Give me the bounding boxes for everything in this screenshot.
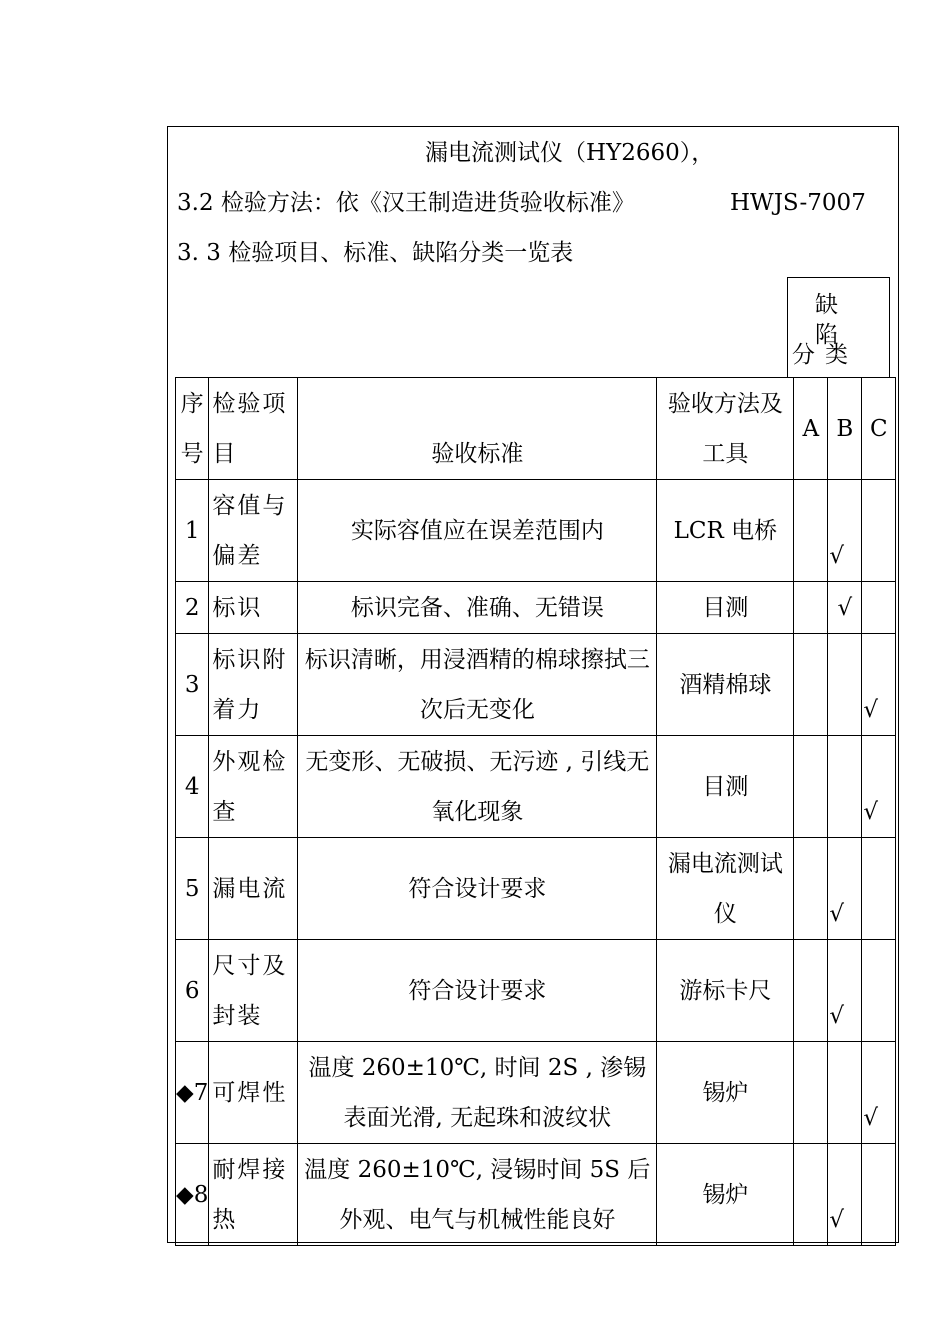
row-item: 外观检查	[209, 736, 298, 838]
row-defect-c	[862, 940, 896, 1042]
header-method: 验收方法及工具	[657, 378, 794, 480]
row-defect-b	[828, 1144, 862, 1246]
check-mark: √	[863, 1104, 878, 1131]
header-a: A	[794, 378, 828, 480]
check-mark: √	[829, 1206, 844, 1233]
row-item: 可焊性	[209, 1042, 298, 1144]
row-method: 酒精棉球	[657, 634, 794, 736]
row-defect-a	[794, 940, 828, 1042]
table-row	[176, 480, 896, 582]
check-mark: √	[829, 542, 844, 569]
table-header-row	[176, 378, 896, 480]
inspection-method-text: 3.2 检验方法：依《汉王制造进货验收标准》	[177, 190, 635, 216]
row-method: 目测	[657, 582, 794, 634]
row-seq: 6	[176, 940, 209, 1042]
check-mark: √	[863, 696, 878, 723]
row-defect-b	[828, 1042, 862, 1144]
row-standard: 标识完备、准确、无错误	[298, 582, 657, 634]
header-seq: 序号	[176, 378, 209, 480]
row-seq: 3	[176, 634, 209, 736]
row-standard: 标识清晰，用浸酒精的棉球擦拭三次后无变化	[298, 634, 657, 736]
row-item: 标识	[209, 582, 298, 634]
header-standard	[298, 378, 657, 480]
row-defect-a	[794, 582, 828, 634]
defect-class-header-1: 缺陷	[815, 292, 860, 348]
defect-class-header-2: 分类	[792, 342, 858, 368]
row-defect-c	[862, 736, 896, 838]
row-defect-a	[794, 1144, 828, 1246]
check-mark: √	[829, 1002, 844, 1029]
row-defect-c	[862, 838, 896, 940]
inspection-table	[175, 377, 896, 1246]
row-defect-a	[794, 736, 828, 838]
row-method: 目测	[657, 736, 794, 838]
table-row	[176, 582, 896, 634]
row-defect-c	[862, 582, 896, 634]
table-title: 3. 3 检验项目、标准、缺陷分类一览表	[177, 240, 574, 266]
instrument-line: 漏电流测试仪（HY2660），	[425, 140, 715, 166]
row-item: 标识附着力	[209, 634, 298, 736]
table-row	[176, 1042, 896, 1144]
row-seq: ◆7	[176, 1042, 209, 1144]
row-standard: 无变形、无破损、无污迹 , 引线无氧化现象	[298, 736, 657, 838]
row-defect-b	[828, 480, 862, 582]
row-defect-a	[794, 480, 828, 582]
row-seq: 1	[176, 480, 209, 582]
row-method: 锡炉	[657, 1042, 794, 1144]
row-seq: 4	[176, 736, 209, 838]
row-defect-a	[794, 1042, 828, 1144]
table-row	[176, 940, 896, 1042]
row-standard: 实际容值应在误差范围内	[298, 480, 657, 582]
row-standard: 符合设计要求	[298, 940, 657, 1042]
row-defect-a	[794, 634, 828, 736]
row-defect-c	[862, 480, 896, 582]
row-defect-b	[828, 634, 862, 736]
row-method: 游标卡尺	[657, 940, 794, 1042]
row-defect-b: √	[828, 582, 862, 634]
check-mark: √	[863, 798, 878, 825]
row-item: 漏电流	[209, 838, 298, 940]
defect-class-header	[787, 277, 890, 378]
table-row	[176, 634, 896, 736]
header-item: 检验项目	[209, 378, 298, 480]
row-standard: 温度 260±10℃, 时间 2S , 渗锡表面光滑, 无起珠和波纹状	[298, 1042, 657, 1144]
row-defect-c	[862, 1042, 896, 1144]
header-b: B	[828, 378, 862, 480]
row-defect-c	[862, 634, 896, 736]
table-row	[176, 838, 896, 940]
check-mark: √	[829, 900, 844, 927]
row-seq: 2	[176, 582, 209, 634]
standard-code: HWJS-7007	[730, 190, 866, 216]
header-c: C	[862, 378, 896, 480]
row-item: 尺寸及封装	[209, 940, 298, 1042]
inspection-method-line	[177, 188, 866, 218]
row-defect-c	[862, 1144, 896, 1246]
row-defect-b	[828, 838, 862, 940]
row-standard: 温度 260±10℃, 浸锡时间 5S 后外观、电气与机械性能良好	[298, 1144, 657, 1246]
row-seq: 5	[176, 838, 209, 940]
header-standard-text: 验收标准	[431, 440, 524, 467]
row-seq: ◆8	[176, 1144, 209, 1246]
row-method: 锡炉	[657, 1144, 794, 1246]
table-row	[176, 1144, 896, 1246]
table-row	[176, 736, 896, 838]
row-item: 容值与偏差	[209, 480, 298, 582]
row-defect-a	[794, 838, 828, 940]
row-item: 耐焊接热	[209, 1144, 298, 1246]
row-method: LCR 电桥	[657, 480, 794, 582]
row-defect-b	[828, 736, 862, 838]
row-defect-b	[828, 940, 862, 1042]
row-standard: 符合设计要求	[298, 838, 657, 940]
row-method: 漏电流测试仪	[657, 838, 794, 940]
